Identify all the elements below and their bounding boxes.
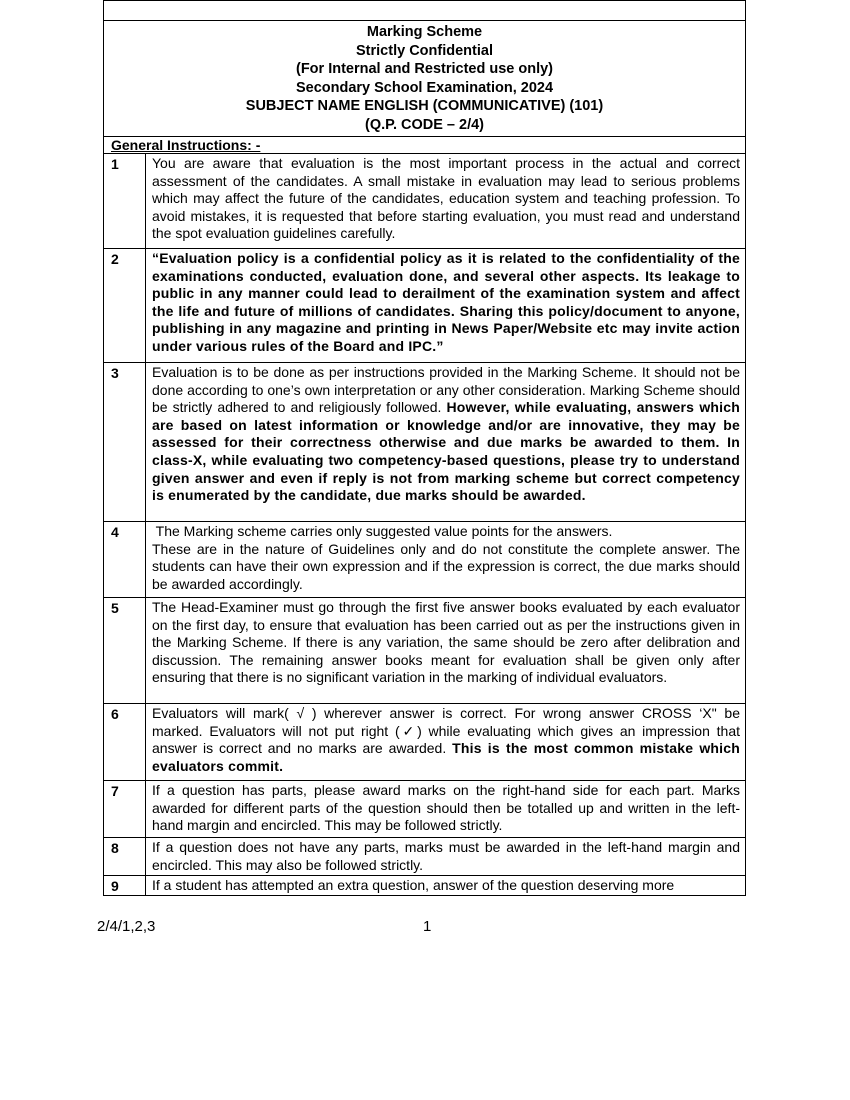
instruction-number: 7 — [104, 781, 146, 837]
instruction-text: The Head-Examiner must go through the first five answer books evaluated by each evaluator on the first day, to ensure that evaluation has been carried out as per the instructions given in the Marking Scheme. If there is any variation, the same should be zero after delibration and discussion. The remaining answer books meant for evaluation shall be given only after ensuring that there is no significant variation in the marking of individual evaluators. — [152, 599, 740, 686]
instruction-text: If a question does not have any parts, marks must be awarded in the left-hand margin and encircled. This may also be followed strictly. — [152, 839, 740, 873]
instruction-row — [104, 838, 745, 876]
instruction-row — [104, 154, 745, 249]
subject-name: SUBJECT NAME ENGLISH (COMMUNICATIVE) (101) — [245, 98, 604, 115]
instruction-text: The Marking scheme carries only suggested value points for the answers. These are in the nature of Guidelines only and do not constitute the complete answer. The students can have their own expression and if the expression is correct, the due marks should be awarded accordingly. — [152, 523, 740, 592]
blank-row — [104, 1, 745, 21]
instruction-number: 2 — [104, 249, 146, 362]
instruction-text: If a student has attempted an extra question, answer of the question deserving more — [152, 877, 675, 893]
title: Marking Scheme — [366, 24, 483, 40]
document-header — [104, 21, 745, 137]
instruction-text: Evaluators will mark( √ ) wherever answer is correct. For wrong answer CROSS ‘X" be marked. Evaluators will not put right (✓) while evaluating which gives an impression that answer is correct and no marks are awarded. This is the most common mistake which evaluators commit. — [152, 705, 740, 774]
instruction-number: 5 — [104, 598, 146, 703]
instruction-row — [104, 363, 745, 522]
instruction-row — [104, 781, 745, 838]
instruction-number: 8 — [104, 838, 146, 875]
instruction-text: Evaluation is to be done as per instructions provided in the Marking Scheme. It should not be done according to one’s own interpretation or any other consideration. Marking Scheme should be strictly adhered to and religiously followed. However, while evaluating, answers which are based on latest information or knowledge and/or are innovative, they may be assessed for their correctness otherwise and due marks be awarded to them. In class-X, while evaluating two competency-based questions, please try to understand given answer and even if reply is not from marking scheme but correct competency is enumerated by the candidate, due marks should be awarded. — [152, 364, 740, 504]
instruction-row — [104, 704, 745, 781]
instruction-number: 4 — [104, 522, 146, 597]
instruction-row — [104, 249, 745, 363]
instruction-number: 3 — [104, 363, 146, 521]
marking-scheme-table — [103, 0, 746, 896]
instruction-row — [104, 598, 745, 704]
instruction-number: 6 — [104, 704, 146, 780]
instruction-number: 9 — [104, 876, 146, 895]
instruction-number: 1 — [104, 154, 146, 248]
page-number: 1 — [423, 918, 432, 935]
instruction-row — [104, 876, 745, 895]
exam-name: Secondary School Examination, 2024 — [295, 79, 554, 96]
instruction-text: If a question has parts, please award marks on the right-hand side for each part. Marks awarded for different parts of the question should then be totalled up and written in the left-hand margin and encircled. This may be followed strictly. — [152, 782, 740, 834]
general-instructions-heading: General Instructions: - — [104, 137, 745, 154]
qp-code: (Q.P. CODE – 2/4) — [365, 116, 484, 133]
instruction-text: You are aware that evaluation is the most important process in the actual and correct assessment of the candidates. A small mistake in evaluation may lead to serious problems which may affect the future of the candidates, education system and teaching profession. To avoid mistakes, it is requested that before starting evaluation, you must read and understand the spot evaluation guidelines carefully. — [152, 155, 740, 242]
restricted-label: (For Internal and Restricted use only) — [295, 61, 553, 78]
confidential-label: Strictly Confidential — [356, 42, 493, 59]
footer-code: 2/4/1,2,3 — [97, 918, 156, 935]
instruction-text: “Evaluation policy is a confidential policy as it is related to the confidentiality of the examinations conducted, evaluation done, and several other aspects. Its leakage to public in any manner could lead to derailment of the examination system and affect the life and future of millions of candidates. Sharing this policy/document to anyone, publishing in any magazine and printing in News Paper/Website etc may invite action under various rules of the Board and IPC.” — [152, 250, 740, 354]
instruction-row — [104, 522, 745, 598]
